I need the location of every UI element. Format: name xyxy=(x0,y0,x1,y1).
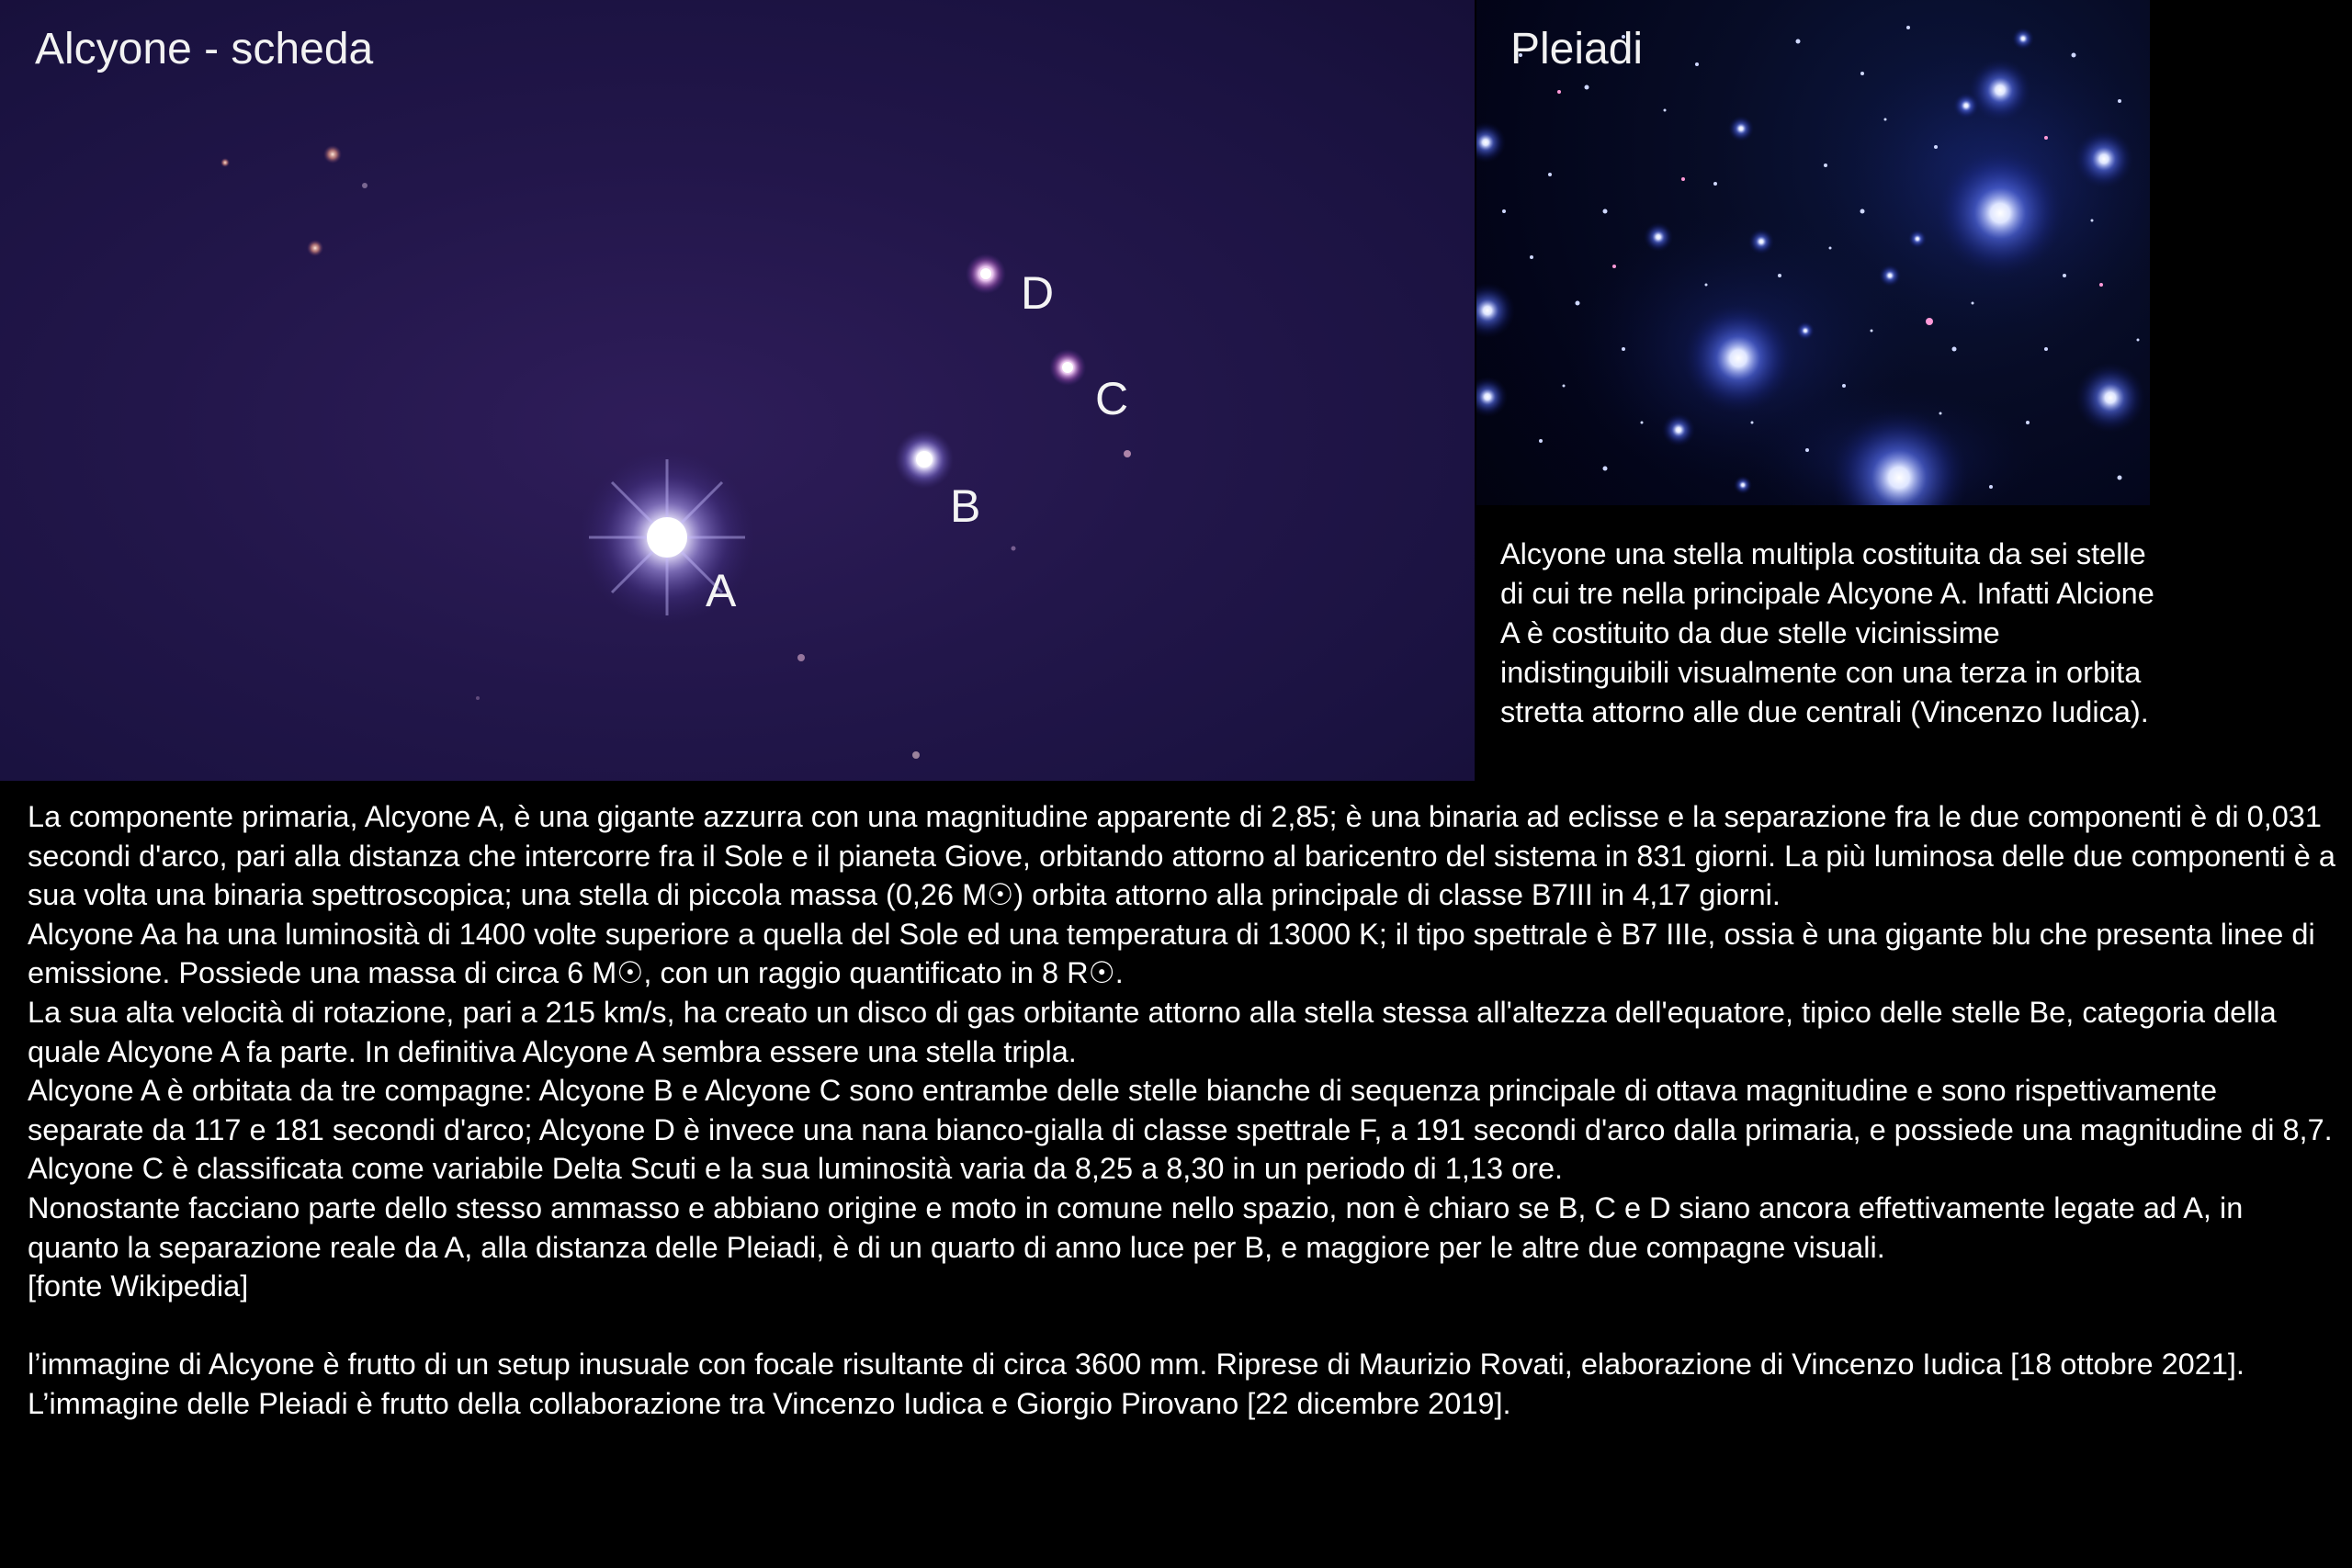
paragraph-companions: Alcyone A è orbitata da tre compagne: Alcyone B e Alcyone C sono entrambe delle stelle bianche di sequenza principale di ottava magnitudine e sono rispettivamente separate da 117 e 181 secondi d'arco; Alcyone D è invece una nana bianco-gialla di classe spettrale F, a 191 secondi d'arco dalla primaria, e possiede una magnitudine di 8,7. xyxy=(28,1074,2333,1146)
spacer xyxy=(28,1306,2338,1346)
label-star-d: D xyxy=(1021,267,1055,319)
label-star-a: A xyxy=(706,565,737,616)
side-caption: Alcyone una stella multipla costituita da sei stelle di cui tre nella principale Alcyone A. Infatti Alcione A è costituito da due stelle vicinissime indistinguibili visualmente con una terza in orbita stretta attorno alle due centrali (Vincenzo Iudica). xyxy=(1500,537,2154,728)
star-d-glow xyxy=(966,254,1006,294)
star-b-glow xyxy=(895,430,954,489)
alcyone-photo xyxy=(0,0,1475,781)
star-c-glow xyxy=(1049,349,1086,386)
paragraph-separation: Nonostante facciano parte dello stesso ammasso e abbiano origine e moto in comune nello spazio, non è chiaro se B, C e D siano ancora effettivamente legate ad A, in quanto la separazione reale da A, alla distanza delle Pleiadi, è di un quarto di anno luce per B, e maggiore per le altre due compagne visuali. xyxy=(28,1190,2244,1264)
label-star-c: C xyxy=(1095,373,1129,424)
paragraph-variable: Alcyone C è classificata come variabile Delta Scuti e la sua luminosità varia da 8,25 a 8,30 in un periodo di 1,13 ore. xyxy=(28,1152,1564,1186)
pleiadi-photo xyxy=(1476,0,2150,505)
label-star-b: B xyxy=(950,480,981,532)
pleiadi-starfield xyxy=(1476,0,2150,505)
paragraph-primary: La componente primaria, Alcyone A, è una gigante azzurra con una magnitudine apparente di 2,85; è una binaria ad eclisse e la separazione fra le due componenti è di 0,031 secondi d'arco, pari alla distanza che intercorre fra il Sole e il pianeta Giove, orbitando attorno al baricentro del sistema in 831 giorni. La più luminosa delle due componenti è a sua volta una binaria spettroscopica; una stella di piccola massa (0,26 M☉) orbita attorno alla principale di classe B7III in 4,17 giorni. xyxy=(28,800,2335,912)
paragraph-luminosity: Alcyone Aa ha una luminosità di 1400 volte superiore a quella del Sole ed una temperatura di 13000 K; il tipo spettrale è B7 IIIe, ossia è una gigante blu che presenta linee di emissione. Possiede una massa di circa 6 M☉, con un raggio quantificato in 8 R☉. xyxy=(28,917,2315,990)
description-text xyxy=(28,797,2338,1424)
alcyone-title: Alcyone - scheda xyxy=(35,25,374,73)
alcyone-starfield xyxy=(0,0,1475,781)
paragraph-rotation: La sua alta velocità di rotazione, pari a 215 km/s, ha creato un disco di gas orbitante attorno alla stella stessa all'altezza dell'equatore, tipico delle stelle Be, categoria della quale Alcyone A fa parte. In definitiva Alcyone A sembra essere una stella tripla. xyxy=(28,995,2277,1068)
paragraph-credits: l’immagine di Alcyone è frutto di un setup inusuale con focale risultante di circa 3600 mm. Riprese di Maurizio Rovati, elaborazione di Vincenzo Iudica [18 ottobre 2021]. L’immagine delle Pleiadi è frutto della collaborazione tra Vincenzo Iudica e Giorgio Pirovano [22 dicembre 2019]. xyxy=(28,1348,2245,1420)
paragraph-source: [fonte Wikipedia] xyxy=(28,1269,249,1303)
pleiadi-title: Pleiadi xyxy=(1510,25,1644,73)
